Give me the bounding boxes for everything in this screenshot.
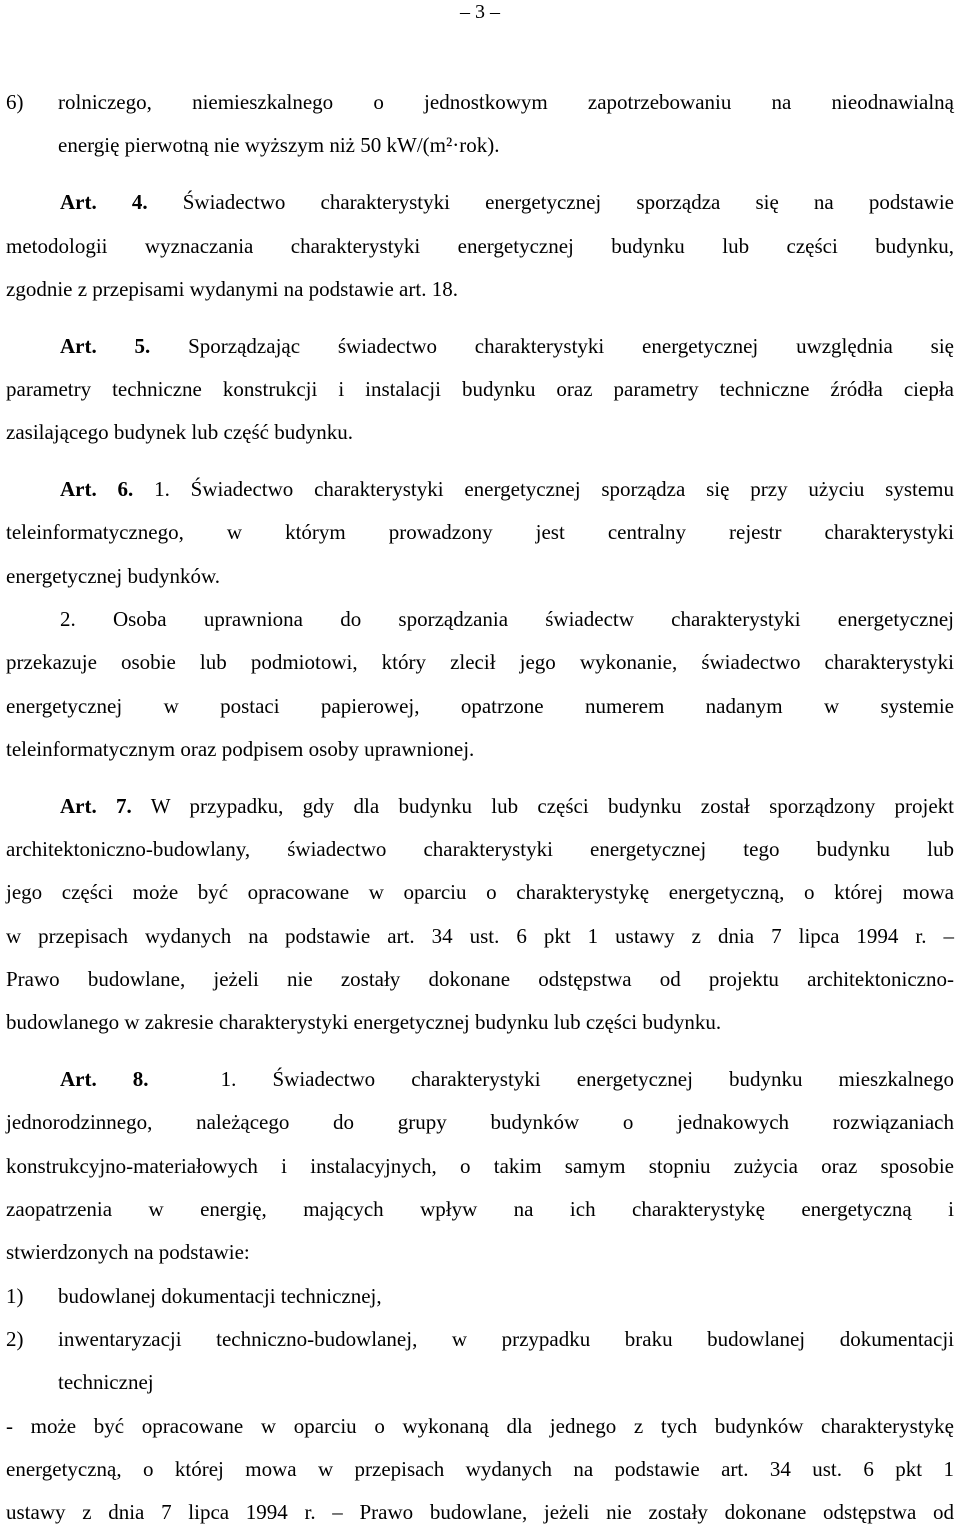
list-item-text: inwentaryzacji techniczno-budowlanej, w przypadku braku budowlanej dokumentacji (58, 1327, 954, 1351)
article-6-line: energetycznej budynków. (6, 564, 221, 588)
list-item-number: 2) (6, 1327, 24, 1351)
list-item-text: rolniczego, niemieszkalnego o jednostkowym zapotrzebowaniu na nieodnawialną (58, 90, 954, 114)
list-item-number: 6) (6, 90, 24, 114)
article-label: Art. 6. (60, 477, 134, 501)
article-4-line: zgodnie z przepisami wydanymi na podstawie art. 18. (6, 277, 458, 301)
article-6-line: teleinformatycznego, w którym prowadzony jest centralny rejestr charakterystyki (6, 520, 954, 544)
article-4-line: metodologii wyznaczania charakterystyki energetycznej budynku lub części budynku, (6, 234, 954, 258)
article-6-line: przekazuje osobie lub podmiotowi, który zlecił jego wykonanie, świadectwo charakterystyki (6, 650, 954, 674)
article-8-line: stwierdzonych na podstawie: (6, 1240, 250, 1264)
article-text: Sporządzając świadectwo charakterystyki energetycznej uwzględnia się (188, 334, 955, 358)
article-6-line: 2. Osoba uprawniona do sporządzania świadectw charakterystyki energetycznej (60, 607, 954, 631)
article-text: Świadectwo charakterystyki energetycznej sporządza się na podstawie (182, 190, 955, 214)
article-7-line (60, 792, 954, 820)
article-text: W przypadku, gdy dla budynku lub części budynku został sporządzony projekt (150, 794, 955, 818)
article-text: 1. Świadectwo charakterystyki energetycznej sporządza się przy użyciu systemu (154, 477, 955, 501)
article-4-line (60, 188, 954, 216)
article-label: Art. 4. (60, 190, 148, 214)
article-6-line: teleinformatycznym oraz podpisem osoby uprawnionej. (6, 737, 475, 761)
article-8-line: zaopatrzenia w energię, mających wpływ na ich charakterystykę energetyczną i (6, 1197, 954, 1221)
article-7-line: budowlanego w zakresie charakterystyki energetycznej budynku lub części budynku. (6, 1010, 722, 1034)
article-label: Art. 8. (60, 1067, 149, 1091)
list-item-text: energię pierwotną nie wyższym niż 50 kW/(m²·rok). (58, 133, 500, 157)
article-7-line: w przepisach wydanych na podstawie art. 34 ust. 6 pkt 1 ustawy z dnia 7 lipca 1994 r. – (6, 924, 954, 948)
page-number: – 3 – (460, 1, 500, 23)
article-6-line: energetycznej w postaci papierowej, opatrzone numerem nadanym w systemie (6, 694, 954, 718)
article-7-line: architektoniczno-budowlany, świadectwo charakterystyki energetycznej tego budynku lub (6, 837, 954, 861)
article-7-line: Prawo budowlane, jeżeli nie zostały dokonane odstępstwa od projektu architektoniczno- (6, 967, 954, 991)
article-6-line (60, 475, 954, 503)
article-7-line: jego części może być opracowane w oparciu o charakterystykę energetyczną, o której mowa (6, 880, 954, 904)
article-text: 1. Świadectwo charakterystyki energetycznej budynku mieszkalnego (220, 1067, 954, 1091)
list-item-text: budowlanej dokumentacji technicznej, (58, 1284, 382, 1308)
article-8-line: jednorodzinnego, należącego do grupy budynków o jednakowych rozwiązaniach (6, 1110, 954, 1134)
article-5-line: zasilającego budynek lub część budynku. (6, 420, 353, 444)
list-item-number: 1) (6, 1284, 24, 1308)
article-8-line: ustawy z dnia 7 lipca 1994 r. – Prawo budowlane, jeżeli nie zostały dokonane odstępstwa od (6, 1500, 954, 1524)
article-8-line (60, 1065, 954, 1093)
article-5-line (60, 332, 954, 360)
article-label: Art. 7. (60, 794, 132, 818)
list-item-text: technicznej (58, 1370, 154, 1394)
article-5-line: parametry techniczne konstrukcji i instalacji budynku oraz parametry techniczne źródła ciepła (6, 377, 954, 401)
article-8-line: - może być opracowane w oparciu o wykonaną dla jednego z tych budynków charakterystykę (6, 1414, 954, 1438)
article-label: Art. 5. (60, 334, 151, 358)
article-8-line: energetyczną, o której mowa w przepisach wydanych na podstawie art. 34 ust. 6 pkt 1 (6, 1457, 954, 1481)
article-8-line: konstrukcyjno-materiałowych i instalacyjnych, o takim samym stopniu zużycia oraz sposobie (6, 1154, 954, 1178)
